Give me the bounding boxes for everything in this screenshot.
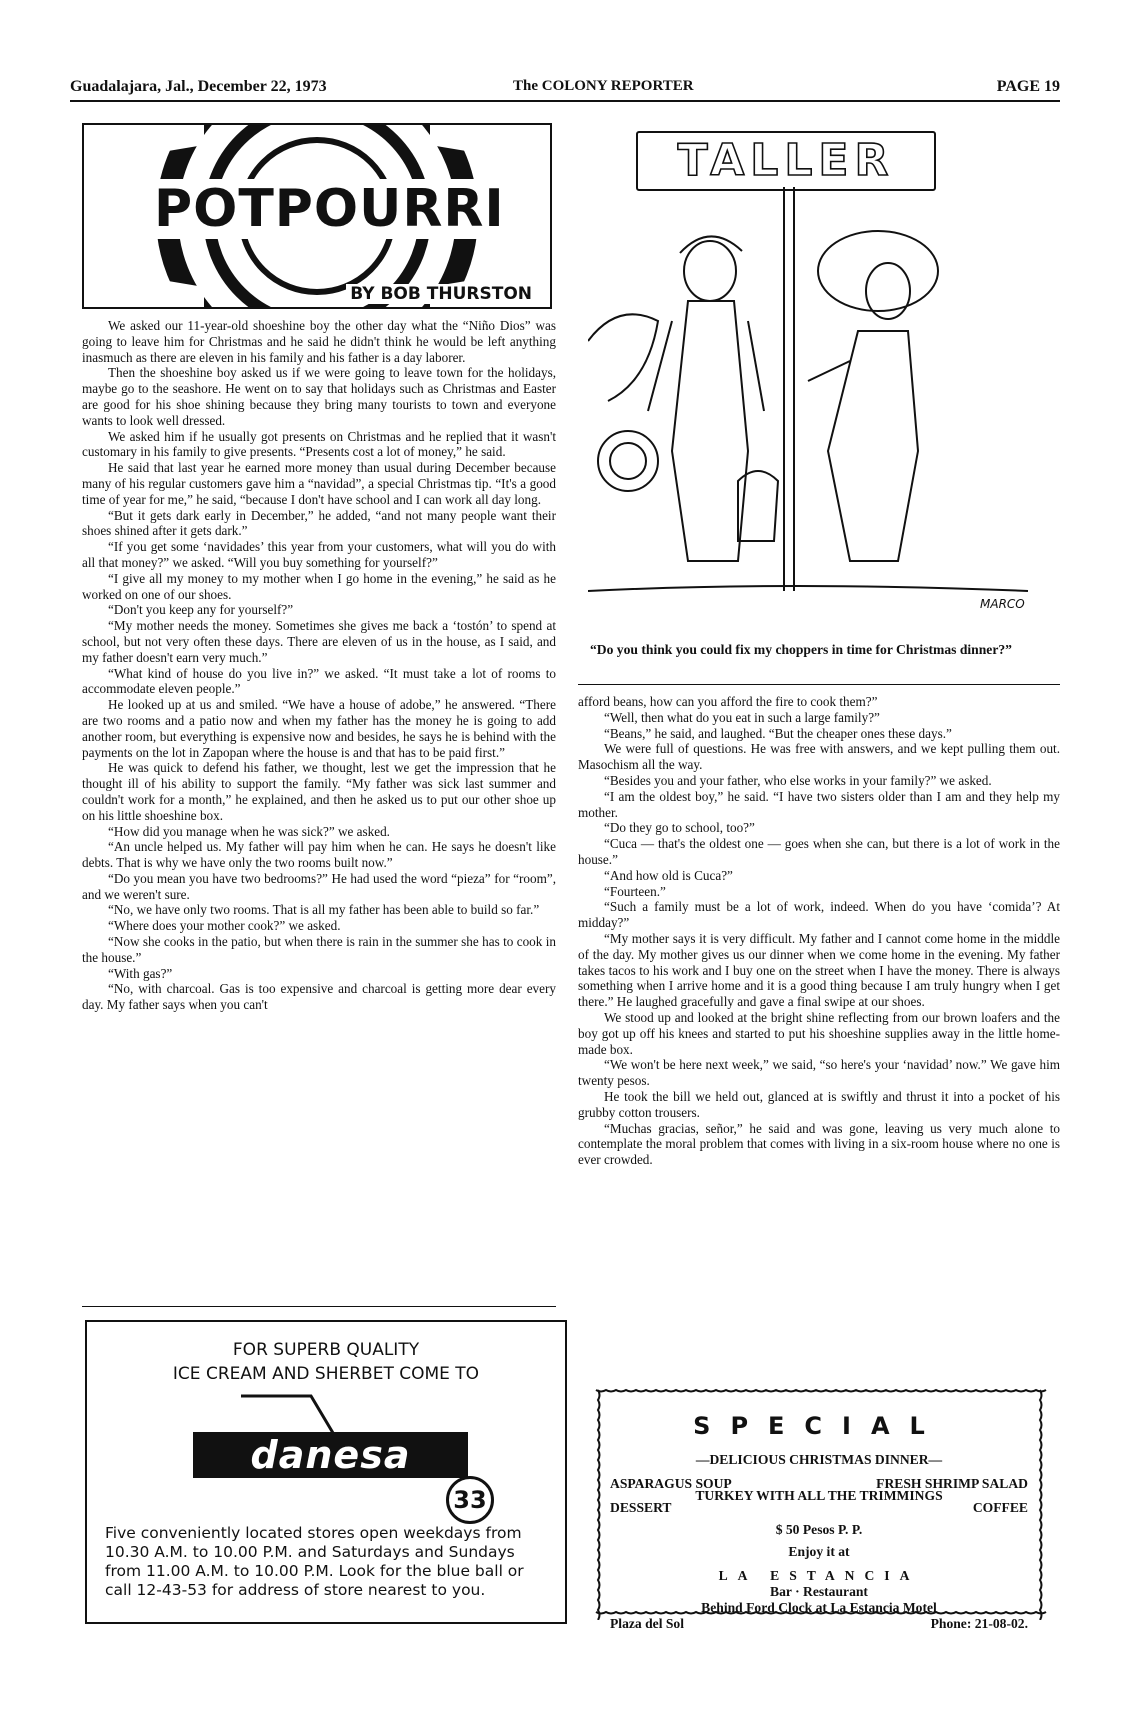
article-paragraph: “I give all my money to my mother when I go home in the evening,” he said as he worked on one of our shoes.: [82, 570, 556, 602]
article-column-left: [82, 318, 556, 1308]
danesa-ad: [85, 1320, 567, 1624]
article-paragraph: “If you get some ‘navidades’ this year from your customers, what will you do with all that money?” we asked. “Will you buy something for yourself?”: [82, 539, 556, 570]
artist-signature: MARCO: [980, 597, 1025, 611]
danesa-logo: danesa: [193, 1432, 468, 1478]
article-paragraph: afford beans, how can you afford the fire to cook them?”: [578, 694, 878, 709]
caption-divider: [578, 684, 1060, 685]
menu-item-soup: ASPARAGUS SOUP: [610, 1476, 732, 1491]
blue-ball-number: 33: [446, 1476, 494, 1524]
article-paragraph: “Such a family must be a lot of work, indeed. When do you have ‘comida’? At midday?”: [578, 899, 1060, 931]
ad-body-text: Five conveniently located stores open weekdays from 10.30 A.M. to 10.00 P.M. and Saturdays and Sundays from 11.00 A.M. to 10.00 P.M. Look for the blue ball or call 12-43-53 for address of store nearest to you.: [105, 1524, 524, 1599]
menu-item-salad: FRESH SHRIMP SALAD: [876, 1476, 1028, 1491]
article-paragraph: We asked our 11-year-old shoeshine boy the other day what the “Niño Dios” was going to leave him for Christmas and he said he didn't think he would be left anything inasmuch as there are eleven in his family and his father is a day laborer.: [82, 318, 556, 365]
article-paragraph: We asked him if he usually got presents on Christmas and he replied that it wasn't customary in his family to give presents. “Presents cost a lot of money,” he said.: [82, 428, 556, 460]
cartoon-caption: “Do you think you could fix my choppers in time for Christmas dinner?”: [590, 642, 1012, 657]
potpourri-masthead: [82, 123, 552, 309]
article-paragraph: “And how old is Cuca?”: [604, 867, 733, 883]
venue-phone: Phone: 21-08-02.: [930, 1616, 1028, 1631]
menu-item-turkey: TURKEY WITH ALL THE TRIMMINGS: [695, 1488, 943, 1503]
enjoy-text: Enjoy it at: [788, 1544, 850, 1559]
article-paragraph: “No, with charcoal. Gas is too expensive and charcoal is getting more dear every day. My father says when you can't: [82, 981, 556, 1013]
article-paragraph: “My mother needs the money. Sometimes she gives me back a ‘tostón’ to spend at school, but not very often these days. There are eleven of us in the house, as I said, and my father doesn't earn very much.”: [82, 618, 556, 665]
article-paragraph: He was quick to defend his father, we thought, lest we get the impression that he thought ill of his ability to support the family. “My father was sick last summer and couldn't work for a month,” he explained, and then he asked us to put our other shoe up on his little shoeshine box.: [82, 760, 556, 823]
article-paragraph: “Do they go to school, too?”: [604, 820, 755, 836]
dateline: Guadalajara, Jal., December 22, 1973: [70, 78, 327, 95]
special-title: SPECIAL: [693, 1412, 945, 1440]
article-paragraph: “Don't you keep any for yourself?”: [108, 602, 294, 618]
article-paragraph: “Besides you and your father, who else works in your family?” we asked.: [604, 772, 992, 788]
venue-name: LA ESTANCIA: [718, 1568, 920, 1583]
venue-plaza: Plaza del Sol: [610, 1616, 685, 1631]
article-paragraph: “I am the oldest boy,” he said. “I have two sisters older than I am and they help my mother.: [578, 788, 1060, 820]
newspaper-name: The COLONY REPORTER: [513, 78, 694, 94]
article-paragraph: Then the shoeshine boy asked us if we were going to leave town for the holidays, maybe go to the seashore. He went on to say that holidays such as Christmas and Easter are good for his shoe shining because they bring many tourists to town and everyone wants to look well dressed.: [82, 365, 556, 428]
article-paragraph: “With gas?”: [108, 965, 173, 981]
menu-item-dessert: DESSERT: [610, 1500, 672, 1515]
cartoon: [588, 121, 1048, 631]
special-dinner-ad: [590, 1382, 1048, 1631]
column-title: POTPOURRI: [154, 179, 505, 239]
page-header: [70, 74, 1060, 102]
article-paragraph: He said that last year he earned more money than usual during December because many of his regular customers gave him a “navidad”, a special Christmas tip. “It's a good time of year for me,” he said, “because I don't have school and I can work all day long.: [82, 460, 556, 507]
article-column-right: [578, 694, 1060, 1354]
byline: BY BOB THURSTON: [346, 284, 536, 304]
article-paragraph: “Beans,” he said, and laughed. “But the cheaper ones these days.”: [604, 725, 952, 741]
ad-headline-2: ICE CREAM AND SHERBET COME TO: [172, 1364, 480, 1384]
article-paragraph: “Well, then what do you eat in such a large family?”: [604, 709, 880, 725]
article-paragraph: We were full of questions. He was free with answers, and we kept pulling them out. Masochism all the way.: [578, 741, 1060, 773]
article-paragraph: We stood up and looked at the bright shine reflecting from our brown loafers and the boy got up off his knees and started to put his shoeshine supplies away in the little home-made box.: [578, 1009, 1060, 1057]
venue-location: Behind Ford Clock at La Estancia Motel: [701, 1600, 937, 1615]
article-paragraph: “How did you manage when he was sick?” we asked.: [108, 823, 390, 839]
column-divider: [82, 1306, 556, 1307]
menu-item-coffee: COFFEE: [972, 1500, 1028, 1515]
ad-headline-1: FOR SUPERB QUALITY: [232, 1340, 420, 1360]
article-paragraph: “Where does your mother cook?” we asked.: [108, 918, 341, 934]
article-paragraph: “But it gets dark early in December,” he added, “and not many people want their shoes shined after it gets dark.”: [82, 507, 556, 539]
article-paragraph: “Fourteen.”: [604, 883, 666, 899]
article-paragraph: “Muchas gracias, señor,” he said and was gone, leaving us very much alone to contemplate the moral problem that comes with living in a six-room house where no one is ever crowded.: [578, 1120, 1060, 1168]
article-paragraph: “Do you mean you have two bedrooms?” He had used the word “pieza” for “room”, and we weren't sure.: [82, 870, 556, 902]
special-subtitle: —DELICIOUS CHRISTMAS DINNER—: [695, 1452, 943, 1467]
article-paragraph: “My mother says it is very difficult. My father and I cannot come home in the middle of the day. My mother gives us our dinner when we come home in the evening. My father takes tacos to his work and I buy one on the street when I have the money. There is always something when I arrive home and it is a good thing because I am truly hungry when I get there.” He laughed gracefully and gave a final swipe at our shoes.: [578, 930, 1060, 1010]
article-paragraph: “Cuca — that's the oldest one — goes when she can, but there is a lot of work in the house.”: [578, 836, 1060, 867]
article-paragraph: “An uncle helped us. My father will pay him when he can. He says he doesn't like debts. That is why we have only the two rooms built now.”: [82, 839, 556, 871]
article-paragraph: He took the bill we held out, glanced at is swiftly and thrust it into a pocket of his grubby cotton trousers.: [578, 1088, 1060, 1120]
special-price: $ 50 Pesos P. P.: [775, 1522, 863, 1537]
article-paragraph: “We won't be here next week,” we said, “so here's your ‘navidad’ now.” We gave him twenty pesos.: [578, 1057, 1060, 1089]
article-paragraph: “Now she cooks in the patio, but when there is rain in the summer she has to cook in the house.”: [82, 934, 556, 965]
taller-sign: TALLER: [636, 131, 936, 191]
article-paragraph: “No, we have only two rooms. That is all my father has been able to build so far.”: [108, 902, 540, 918]
page-number: PAGE 19: [996, 78, 1060, 95]
article-paragraph: He looked up at us and smiled. “We have a house of adobe,” he answered. “There are two rooms and a patio now and when my father has the money he is going to add another room, but everything is expensive now and besides, he says he is behind with the payments on the lot in Zapopan where the house is and that has to be paid first.”: [82, 697, 556, 760]
cartoon-drawing: [588, 121, 1048, 631]
venue-sub: Bar · Restaurant: [770, 1584, 868, 1599]
article-paragraph: “What kind of house do you live in?” we asked. “It must take a lot of rooms to accommodate eleven people.”: [82, 665, 556, 697]
